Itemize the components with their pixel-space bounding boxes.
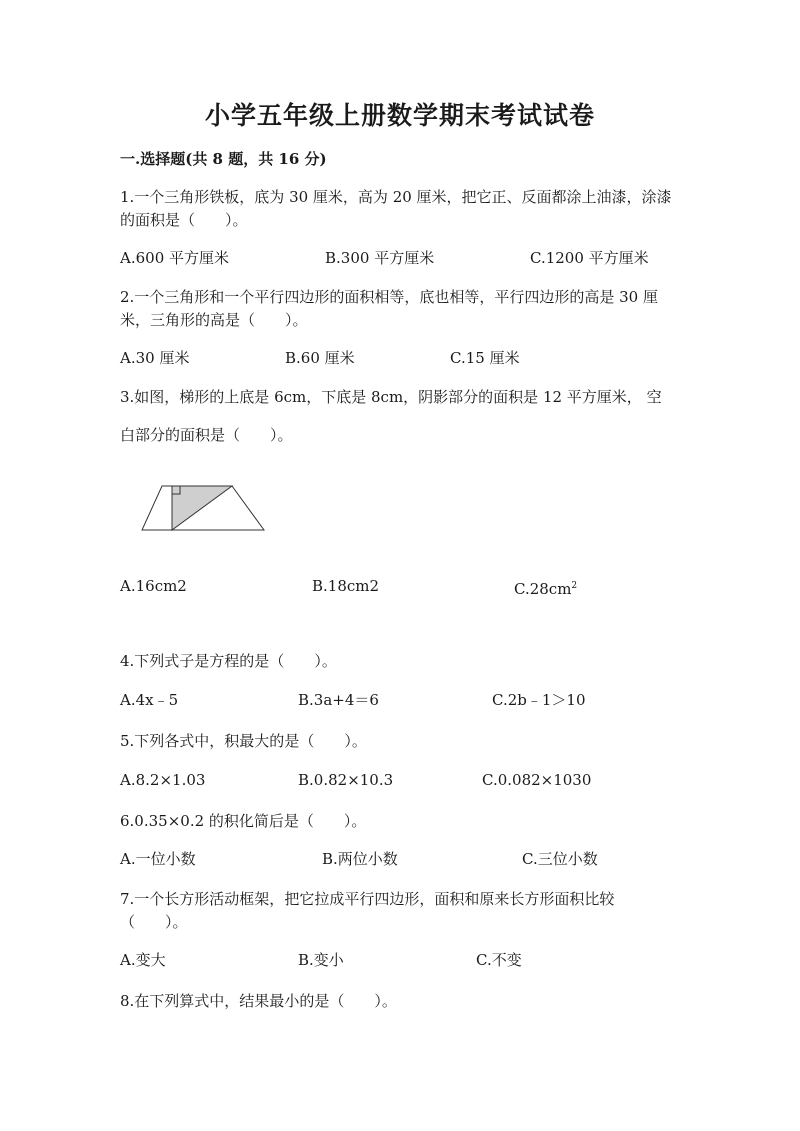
q1-option-c: C.1200 平方厘米 [530,249,649,267]
q2-option-a: A.30 厘米 [120,349,190,367]
question-4: 4.下列式子是方程的是（ ）。 [120,652,337,670]
question-2: 2.一个三角形和一个平行四边形的面积相等，底也相等，平行四边形的高是 30 厘米，三角形的高是（ ）。 [120,288,658,329]
question-6: 6.0.35×0.2 的积化简后是（ ）。 [120,812,367,830]
question-3-line-1: 3.如图，梯形的上底是 6cm，下底是 8cm，阴影部分的面积是 12 平方厘米， 空 [120,388,662,406]
shaded-triangle [172,486,232,530]
q7-option-b: B.变小 [298,951,344,969]
question-3-line-2: 白部分的面积是（ ）。 [120,426,293,444]
section-heading: 一.选择题(共 8 题，共 16 分) [120,150,327,168]
q6-option-a: A.一位小数 [120,850,196,868]
q5-option-a: A.8.2×1.03 [120,771,206,789]
question-1: 1.一个三角形铁板，底为 30 厘米，高为 20 厘米，把它正、反面都涂上油漆，涂漆的面积是（ ）。 [120,188,672,229]
q7-option-a: A.变大 [120,951,166,969]
q4-option-b: B.3a+4＝6 [298,691,379,709]
q5-option-b: B.0.82×10.3 [298,771,394,789]
question-8: 8.在下列算式中，结果最小的是（ ）。 [120,992,397,1010]
q6-option-c: C.三位小数 [522,850,598,868]
q3-option-a: A.16cm2 [120,577,187,595]
q2-option-c: C.15 厘米 [450,349,520,367]
question-7: 7.一个长方形活动框架，把它拉成平行四边形，面积和原来长方形面积比较（ ）。 [120,890,615,931]
q3-option-c: $C.28cm^2$ [514,580,578,598]
q4-option-a: A.4x﹣5 [120,691,179,709]
q1-option-b: B.300 平方厘米 [325,249,435,267]
q6-option-b: B.两位小数 [322,850,398,868]
page-title: 小学五年级上册数学期末考试试卷 [204,101,595,130]
q3-option-b: B.18cm2 [312,577,380,595]
question-5: 5.下列各式中，积最大的是（ ）。 [120,732,367,750]
q1-option-a: A.600 平方厘米 [120,249,229,267]
trapezoid-figure [140,482,270,534]
q5-option-c: C.0.082×1030 [482,771,592,789]
q4-option-c: C.2b﹣1＞10 [492,691,586,709]
q7-option-c: C.不变 [476,951,522,969]
q2-option-b: B.60 厘米 [285,349,355,367]
